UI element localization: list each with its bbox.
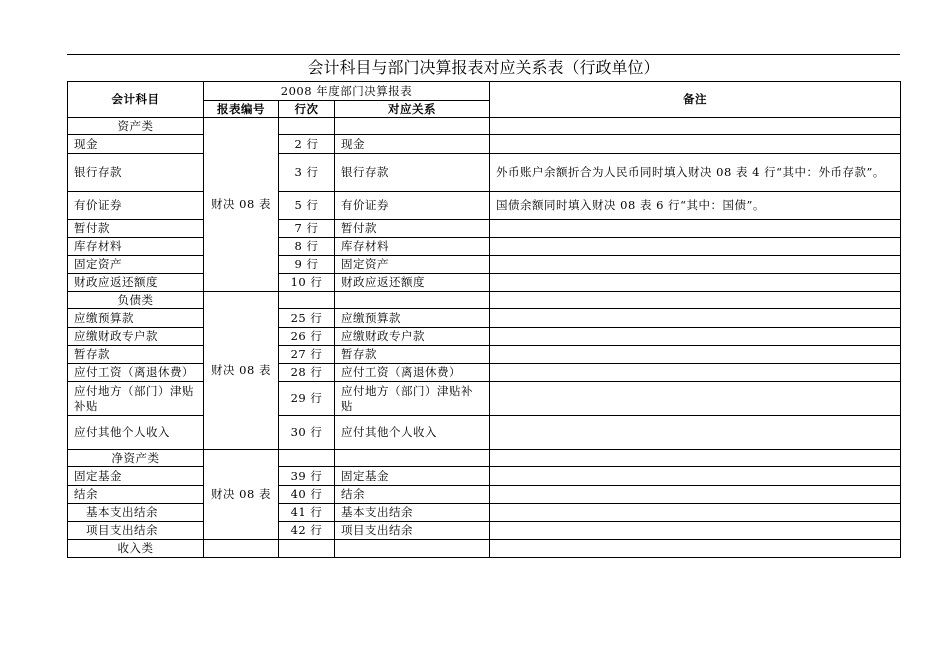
mapping-cell: 固定基金 (335, 467, 490, 486)
account-cell: 应付其他个人收入 (68, 416, 204, 450)
account-cell: 有价证券 (68, 192, 204, 220)
row-number-cell: 26 行 (279, 328, 335, 346)
mapping-cell: 暂存款 (335, 346, 490, 364)
header-mapping: 对应关系 (335, 101, 490, 118)
row-number-cell (279, 292, 335, 309)
mapping-cell: 结余 (335, 486, 490, 504)
mapping-cell: 有价证券 (335, 192, 490, 220)
account-cell: 项目支出结余 (68, 522, 204, 540)
table-row (68, 467, 901, 486)
account-cell: 库存材料 (68, 238, 204, 256)
table-row (68, 346, 901, 364)
section-row (68, 292, 901, 309)
remark-cell (490, 292, 901, 309)
remark-cell (490, 274, 901, 292)
mapping-cell: 应缴财政专户款 (335, 328, 490, 346)
table-row (68, 135, 901, 154)
account-cell: 暂付款 (68, 220, 204, 238)
table-row (68, 522, 901, 540)
account-cell: 现金 (68, 135, 204, 154)
header-report-no: 报表编号 (204, 101, 279, 118)
report-number-cell (204, 540, 279, 558)
mapping-cell: 暂付款 (335, 220, 490, 238)
remark-cell (490, 328, 901, 346)
account-cell: 财政应返还额度 (68, 274, 204, 292)
account-cell: 应付地方（部门）津贴补贴 (68, 382, 204, 416)
section-row (68, 450, 901, 467)
remark-cell (490, 256, 901, 274)
header-report-group: 2008 年度部门决算报表 (204, 82, 490, 101)
mapping-cell: 基本支出结余 (335, 504, 490, 522)
row-number-cell: 5 行 (279, 192, 335, 220)
table-row (68, 154, 901, 192)
remark-cell (490, 522, 901, 540)
remark-cell (490, 220, 901, 238)
section-row (68, 540, 901, 558)
row-number-cell: 29 行 (279, 382, 335, 416)
row-number-cell (279, 540, 335, 558)
remark-cell (490, 135, 901, 154)
remark-cell (490, 416, 901, 450)
mapping-cell (335, 450, 490, 467)
row-number-cell: 9 行 (279, 256, 335, 274)
row-number-cell: 42 行 (279, 522, 335, 540)
row-number-cell: 8 行 (279, 238, 335, 256)
account-cell: 基本支出结余 (68, 504, 204, 522)
report-number-cell: 财决 08 表 (204, 118, 279, 292)
table-row (68, 416, 901, 450)
table-row (68, 256, 901, 274)
account-cell: 应付工资（离退休费） (68, 364, 204, 382)
row-number-cell: 25 行 (279, 309, 335, 328)
table-row (68, 238, 901, 256)
account-cell: 应缴预算款 (68, 309, 204, 328)
section-label: 收入类 (68, 540, 204, 558)
remark-cell (490, 450, 901, 467)
row-number-cell: 7 行 (279, 220, 335, 238)
remark-cell (490, 486, 901, 504)
table-row (68, 309, 901, 328)
section-label: 资产类 (68, 118, 204, 135)
remark-cell (490, 504, 901, 522)
mapping-cell: 应付其他个人收入 (335, 416, 490, 450)
account-cell: 暂存款 (68, 346, 204, 364)
row-number-cell: 39 行 (279, 467, 335, 486)
header-row-no: 行次 (279, 101, 335, 118)
table-row (68, 274, 901, 292)
row-number-cell: 28 行 (279, 364, 335, 382)
mapping-cell: 项目支出结余 (335, 522, 490, 540)
row-number-cell (279, 450, 335, 467)
remark-cell (490, 382, 901, 416)
account-cell: 结余 (68, 486, 204, 504)
mapping-cell (335, 118, 490, 135)
section-row (68, 118, 901, 135)
remark-cell (490, 238, 901, 256)
row-number-cell: 40 行 (279, 486, 335, 504)
section-label: 净资产类 (68, 450, 204, 467)
mapping-cell: 银行存款 (335, 154, 490, 192)
remark-cell (490, 118, 901, 135)
section-label: 负债类 (68, 292, 204, 309)
row-number-cell (279, 118, 335, 135)
remark-cell (490, 364, 901, 382)
table-row (68, 504, 901, 522)
row-number-cell: 41 行 (279, 504, 335, 522)
account-cell: 固定资产 (68, 256, 204, 274)
account-cell: 银行存款 (68, 154, 204, 192)
row-number-cell: 10 行 (279, 274, 335, 292)
remark-cell: 国债余额同时填入财决 08 表 6 行“其中：国债”。 (490, 192, 901, 220)
report-number-cell: 财决 08 表 (204, 450, 279, 540)
page-title: 会计科目与部门决算报表对应关系表（行政单位） (307, 58, 660, 77)
remark-cell: 外币账户余额折合为人民币同时填入财决 08 表 4 行“其中：外币存款”。 (490, 154, 901, 192)
table-row (68, 192, 901, 220)
mapping-cell: 财政应返还额度 (335, 274, 490, 292)
remark-cell (490, 467, 901, 486)
header-account: 会计科目 (68, 82, 204, 118)
row-number-cell: 27 行 (279, 346, 335, 364)
account-cell: 固定基金 (68, 467, 204, 486)
table-row (68, 220, 901, 238)
row-number-cell: 30 行 (279, 416, 335, 450)
mapping-cell (335, 292, 490, 309)
row-number-cell: 2 行 (279, 135, 335, 154)
remark-cell (490, 346, 901, 364)
mapping-cell (335, 540, 490, 558)
table-row (68, 382, 901, 416)
account-cell: 应缴财政专户款 (68, 328, 204, 346)
report-number-cell: 财决 08 表 (204, 292, 279, 450)
mapping-cell: 应付地方（部门）津贴补贴 (335, 382, 490, 416)
mapping-cell: 固定资产 (335, 256, 490, 274)
mapping-cell: 应付工资（离退休费） (335, 364, 490, 382)
mapping-cell: 应缴预算款 (335, 309, 490, 328)
row-number-cell: 3 行 (279, 154, 335, 192)
header-remark: 备注 (490, 82, 901, 118)
top-rule (67, 54, 900, 55)
mapping-cell: 现金 (335, 135, 490, 154)
remark-cell (490, 540, 901, 558)
table-row (68, 364, 901, 382)
mapping-table (67, 81, 901, 558)
table-row (68, 328, 901, 346)
remark-cell (490, 309, 901, 328)
mapping-cell: 库存材料 (335, 238, 490, 256)
table-row (68, 486, 901, 504)
